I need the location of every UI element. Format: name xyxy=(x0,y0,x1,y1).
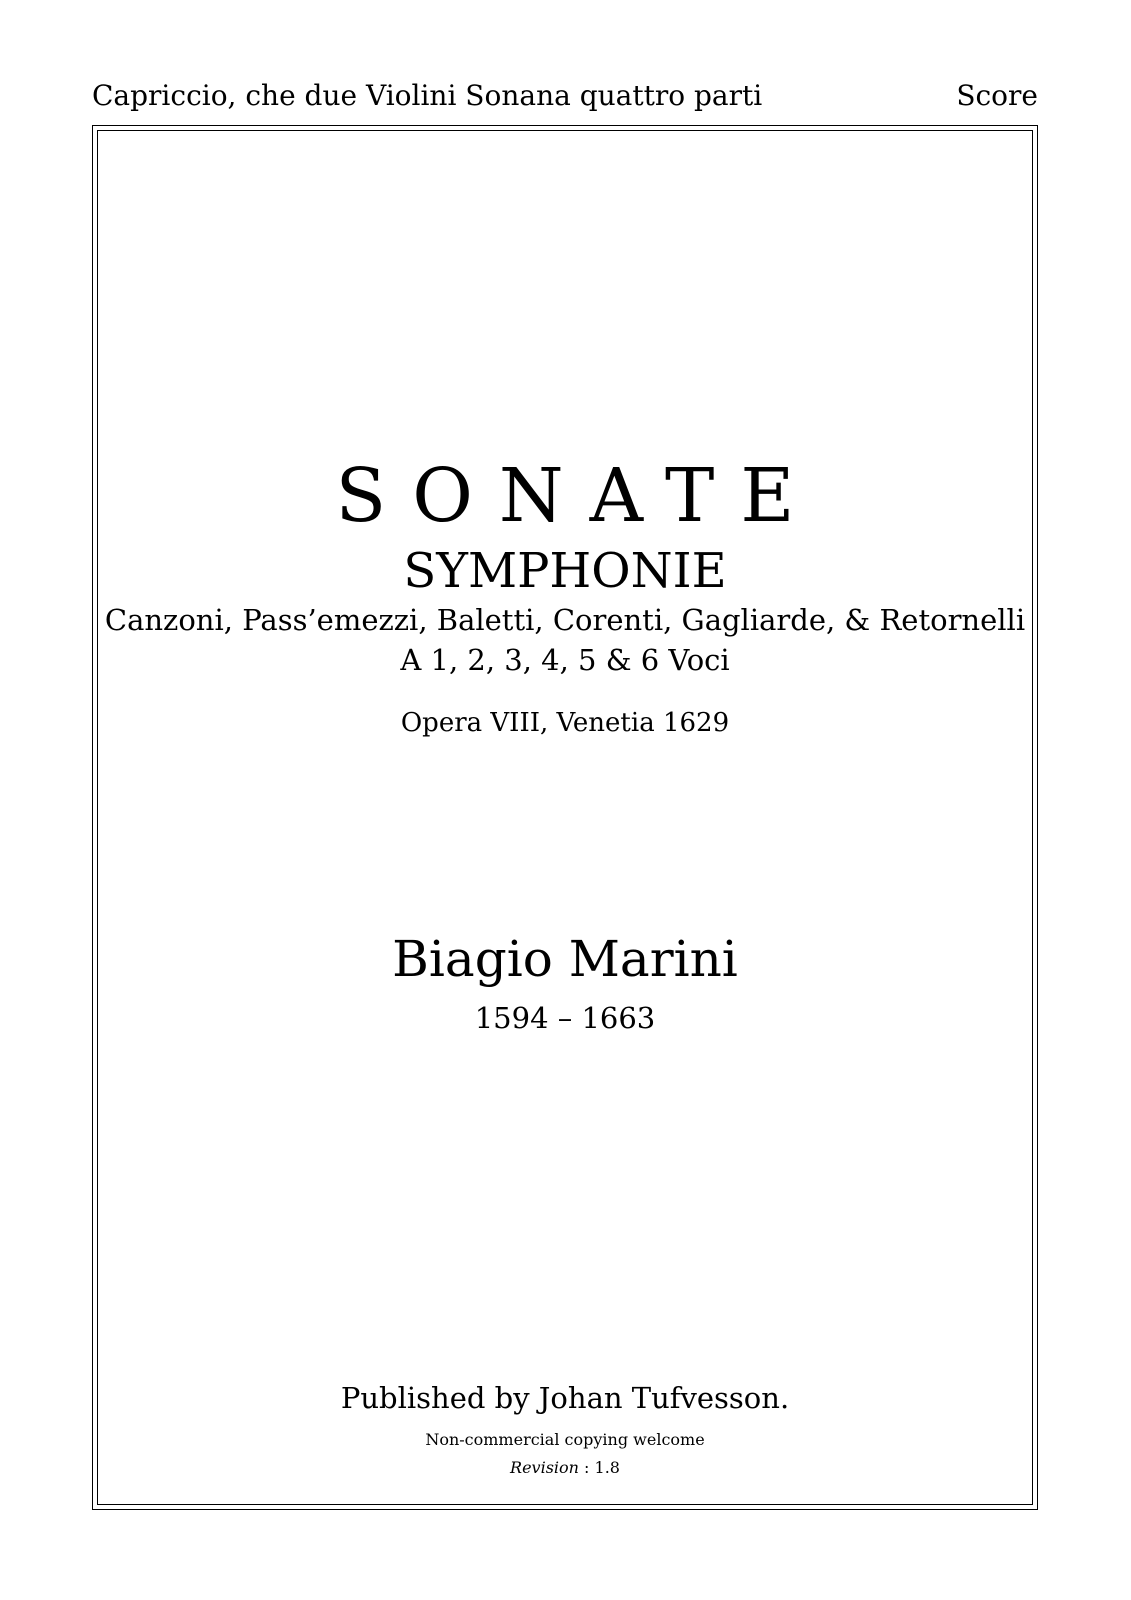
publisher-line: Published by Johan Tufvesson. xyxy=(340,1381,790,1415)
revision-number: 1.8 xyxy=(594,1458,620,1477)
title-page-frame-inner xyxy=(97,130,1033,1505)
running-header xyxy=(92,78,1038,114)
copying-note: Non-commercial copying welcome xyxy=(425,1430,705,1449)
composer-dates: 1594 – 1663 xyxy=(474,1001,656,1035)
header-score-label: Score xyxy=(956,79,1038,112)
subtitle: SYMPHONIE xyxy=(403,543,727,599)
header-title: Capriccio, che due Violini Sonana quattro parti xyxy=(92,79,763,112)
revision-label: Revision xyxy=(510,1458,579,1477)
voices-line: A 1, 2, 3, 4, 5 & 6 Voci xyxy=(400,643,730,677)
revision-separator: : xyxy=(578,1458,595,1477)
title-page-frame-outer xyxy=(92,125,1038,1510)
composer-name: Biagio Marini xyxy=(392,930,738,988)
main-title: SONATE xyxy=(335,453,821,539)
contents-line: Canzoni, Pass’emezzi, Baletti, Corenti, Gagliarde, & Retornelli xyxy=(104,603,1026,637)
revision-line xyxy=(98,1457,1032,1479)
opus-line: Opera VIII, Venetia 1629 xyxy=(400,708,730,738)
